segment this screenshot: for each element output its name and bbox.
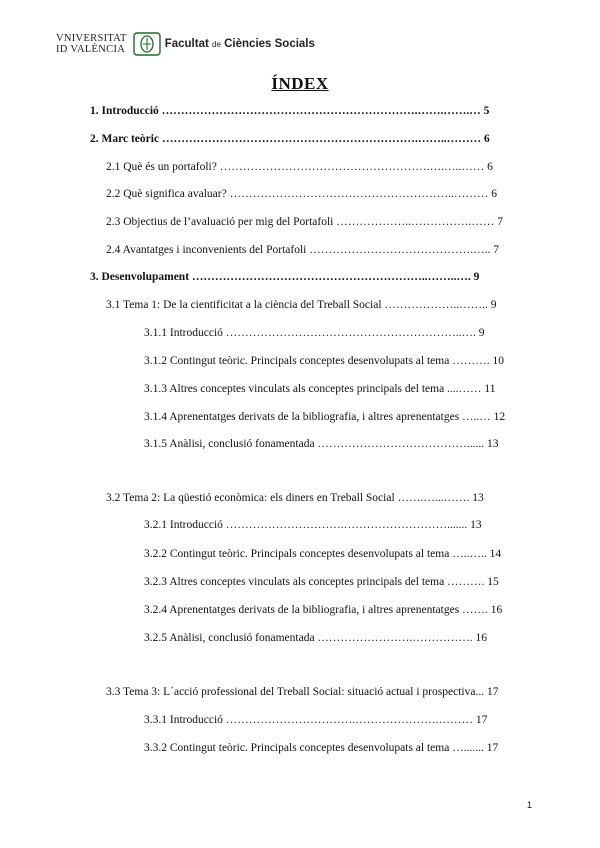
toc-entry: 3.2.5 Anàlisi, conclusió fonamentada …………………….……………. 16 bbox=[144, 632, 488, 644]
university-seal-icon bbox=[133, 30, 161, 58]
toc-entry: 2.1 Què és un portafoli? ……………………………………………….….…..…… 6 bbox=[106, 161, 493, 173]
toc-entry: 3.2.4 Aprenentatges derivats de la bibliografia, i altres aprenentatges ……. 16 bbox=[144, 604, 503, 616]
header-logo bbox=[56, 28, 315, 60]
toc-entry: 3.1.5 Anàlisi, conclusió fonamentada …………………………………...... 13 bbox=[144, 438, 499, 450]
toc-entry: 3.3.1 Introducció …………………………….………………….……… 17 bbox=[144, 714, 488, 726]
toc-entry: 3.2.1 Introducció ………………………….………………………....... 13 bbox=[144, 519, 482, 531]
toc-entry: 3.2 Tema 2: La qüestió econòmica: els diners en Treball Social …….…...……. 13 bbox=[106, 492, 484, 504]
toc-entry: 2. Marc teòric ………………………………………………………….……..……… 6 bbox=[90, 133, 490, 145]
toc-entry: 3.2.3 Altres conceptes vinculats als conceptes principals del tema ………. 15 bbox=[144, 576, 499, 588]
toc-entry: 2.2 Què significa avaluar? …………………………………………………..……… 6 bbox=[106, 188, 497, 200]
toc-entry: 3.1.3 Altres conceptes vinculats als conceptes principals del tema ....…… 11 bbox=[144, 383, 496, 395]
toc-entry: 2.4 Avantatges i inconvenients del Portafoli …………………………………….….. 7 bbox=[106, 244, 499, 256]
page-title: ÍNDEX bbox=[271, 74, 329, 93]
toc-entry: 3.1.1 Introducció ……………………………………………………..…. 9 bbox=[144, 327, 485, 339]
toc-entry: 3. Desenvolupament ……………………………………………………..……..…. 9 bbox=[90, 271, 480, 283]
toc-entry: 1. Introducció ………………………………………………………….…….…….… 5 bbox=[90, 105, 490, 117]
faculty-name: Facultat de Ciències Socials bbox=[164, 38, 315, 50]
university-name: VNIVERSITAT ID VALÈNCIA bbox=[56, 33, 127, 55]
toc-entry: 3.1.4 Aprenentatges derivats de la bibliografia, i altres aprenentatges …..… 12 bbox=[144, 411, 506, 423]
toc-entry: 3.3 Tema 3: L´acció professional del Treball Social: situació actual i prospectiva... 17 bbox=[106, 686, 499, 698]
toc-entry: 3.2.2 Contingut teòric. Principals conceptes desenvolupats al tema …..….. 14 bbox=[144, 548, 502, 560]
toc-entry: 3.1.2 Contingut teòric. Principals conceptes desenvolupats al tema ………. 10 bbox=[144, 355, 504, 367]
page-number: 1 bbox=[526, 800, 532, 810]
toc-entry: 3.3.2 Contingut teòric. Principals conceptes desenvolupats al tema …....... 17 bbox=[144, 742, 499, 754]
toc-entry: 3.1 Tema 1: De la cientificitat a la ciència del Treball Social ………………..…….. 9 bbox=[106, 299, 497, 311]
toc-entry: 2.3 Objectius de l’avaluació per mig del Portafoli ………………..…………….…… 7 bbox=[106, 216, 504, 228]
